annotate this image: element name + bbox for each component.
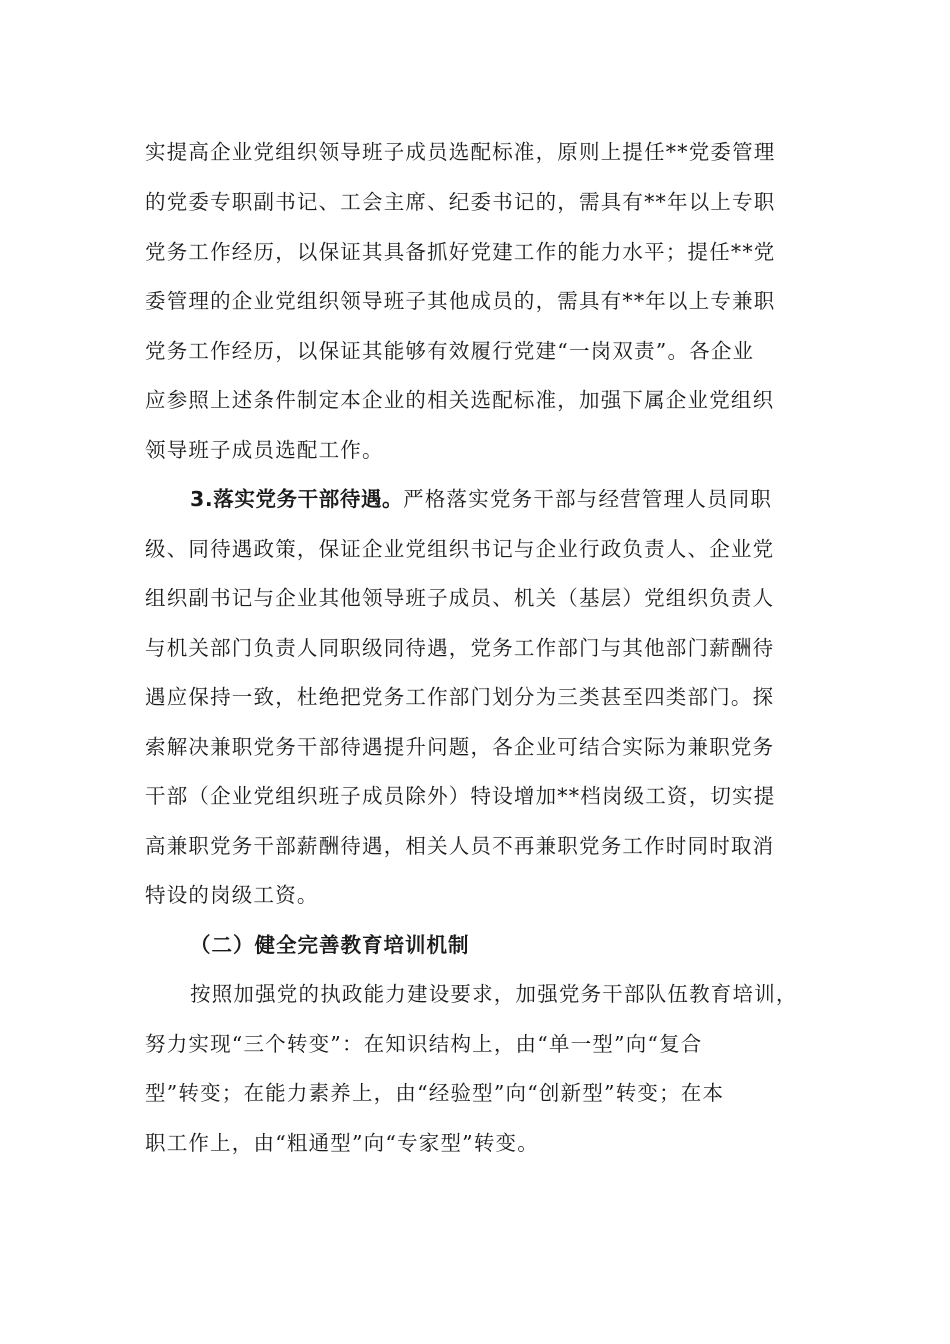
paragraph-line: 领导班子成员选配工作。 <box>145 438 384 462</box>
paragraph-line: 应参照上述条件制定本企业的相关选配标准，加强下属企业党组织 <box>145 388 775 412</box>
paragraph-line: 索解决兼职党务干部待遇提升问题，各企业可结合实际为兼职党务 <box>145 735 775 759</box>
paragraph-line: 委管理的企业党组织领导班子其他成员的，需具有**年以上专兼职 <box>145 289 776 313</box>
paragraph-line: 型”转变；在能力素养上，由“经验型”向“创新型”转变；在本 <box>145 1081 725 1105</box>
paragraph-line: 党务工作经历，以保证其具备抓好党建工作的能力水平；提任**党 <box>145 240 776 264</box>
paragraph-line: 党务工作经历，以保证其能够有效履行党建“一岗双责”。各企业 <box>145 339 755 363</box>
paragraph-line: 职工作上，由“粗通型”向“专家型”转变。 <box>145 1131 539 1155</box>
paragraph-line: 遇应保持一致，杜绝把党务工作部门划分为三类甚至四类部门。探 <box>145 685 775 709</box>
paragraph-line: 努力实现“三个转变”：在知识结构上，由“单一型”向“复合 <box>145 1032 703 1056</box>
item-text: 严格落实党务干部与经营管理人员同职 <box>403 487 773 511</box>
paragraph-line: 干部（企业党组织班子成员除外）特设增加**档岗级工资，切实提 <box>145 784 776 808</box>
section-heading: （二）健全完善教育培训机制 <box>190 933 470 957</box>
paragraph-line: 组织副书记与企业其他领导班子成员、机关（基层）党组织负责人 <box>145 586 775 610</box>
paragraph-first-line: 按照加强党的执政能力建设要求，加强党务干部队伍教育培训， <box>190 982 798 1006</box>
item-heading: 3.落实党务干部待遇。 <box>190 487 404 511</box>
paragraph-line: 高兼职党务干部薪酬待遇，相关人员不再兼职党务工作时同时取消 <box>145 834 775 858</box>
paragraph-line: 的党委专职副书记、工会主席、纪委书记的，需具有**年以上专职 <box>145 190 776 214</box>
paragraph-line: 特设的岗级工资。 <box>145 883 319 907</box>
paragraph-line: 与机关部门负责人同职级同待遇，党务工作部门与其他部门薪酬待 <box>145 636 775 660</box>
paragraph-first-line <box>190 485 805 513</box>
paragraph-line: 级、同待遇政策，保证企业党组织书记与企业行政负责人、企业党 <box>145 537 775 561</box>
paragraph-line: 实提高企业党组织领导班子成员选配标准，原则上提任**党委管理 <box>145 140 776 164</box>
